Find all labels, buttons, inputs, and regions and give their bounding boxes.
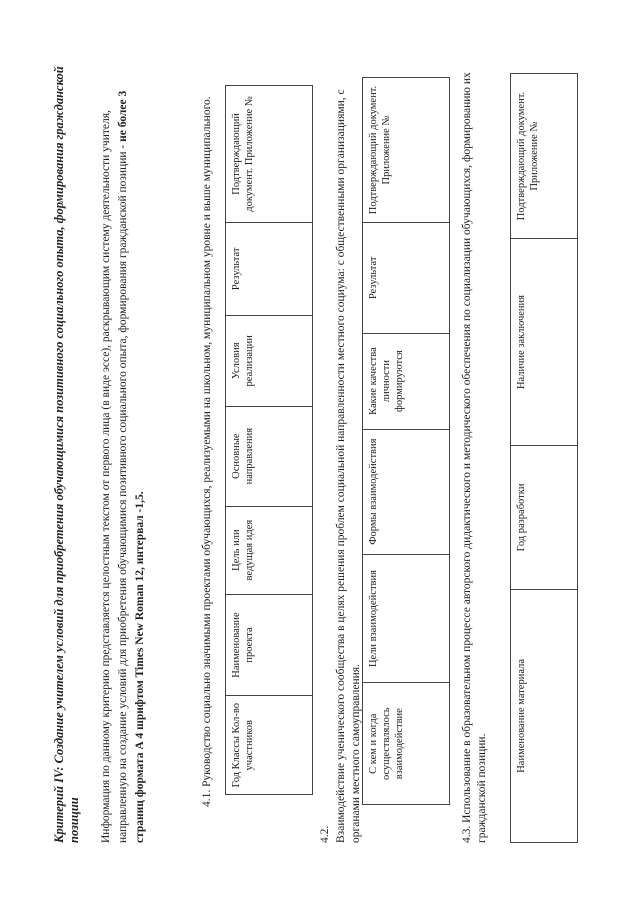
materials-table xyxy=(510,73,578,843)
table-header-cell: Наименование проекта xyxy=(226,594,313,696)
table-header-cell: Подтверждающий документ. Приложение № xyxy=(363,78,450,223)
table-row xyxy=(363,78,450,805)
intro-bold-requirement: не более 3 страниц формата А 4 шрифтом Times New Roman 12, интервал -1,5. xyxy=(117,90,146,843)
table-header-cell: Год разработки xyxy=(511,446,578,590)
table-header-cell: Какие качества личности формируются xyxy=(363,333,450,429)
intro-paragraph xyxy=(98,63,149,843)
table-header-cell: С кем и когда осуществлялось взаимодействие xyxy=(363,683,450,805)
intro-text: Информация по данному критерию представляется целостным текстом от первого лица (в виде эссе), раскрывающим систему деятельности учителя, направленную на создание условий для приобретения обучающимися позитивного социального опыта, формирования гражданской позиции - xyxy=(100,110,129,843)
section-4-2: Взаимодействие ученического сообщества в целях решения проблем социальной направленности местного социума: с общественными организациями, с органами местного самоуправления. xyxy=(335,89,362,843)
table-header-cell: Основные направления xyxy=(226,406,313,506)
projects-table xyxy=(225,85,313,795)
table-row xyxy=(226,86,313,795)
section-4-2-number: 4.2. xyxy=(319,825,331,843)
criterion-heading: Критерий IV: Создание учителем условий для приобретения обучающимися позитивного социального опыта, формирования гражданской позиции xyxy=(52,66,81,843)
table-header-cell: Наличие заключения xyxy=(511,239,578,446)
table-header-cell: Результат xyxy=(363,223,450,333)
table-header-cell: Подтверждающий документ. Приложение № xyxy=(226,86,313,223)
table-header-cell: Условия реализации xyxy=(226,315,313,406)
section-4-1: 4.1. Руководство социально значимыми проектами обучающихся, реализуемыми на школьном, муниципальном уровне и выше муниципального. xyxy=(201,96,213,807)
section-4-3: 4.3. Использование в образовательном процессе авторского дидактического и методического обеспечения по социализации обучающихся, формированию их гражданской позиции. xyxy=(461,72,488,843)
table-header-cell: Год Классы Кол-во участников xyxy=(226,696,313,795)
table-header-cell: Подтверждающий документ. Приложение № xyxy=(511,74,578,239)
table-header-cell: Формы взаимодействия xyxy=(363,429,450,554)
table-header-cell: Результат xyxy=(226,222,313,315)
table-row xyxy=(511,74,578,843)
table-header-cell: Цели взаимодействия xyxy=(363,554,450,683)
interaction-table xyxy=(362,77,450,805)
table-header-cell: Цель или ведущая идея xyxy=(226,506,313,594)
table-header-cell: Наименование материала xyxy=(511,589,578,842)
